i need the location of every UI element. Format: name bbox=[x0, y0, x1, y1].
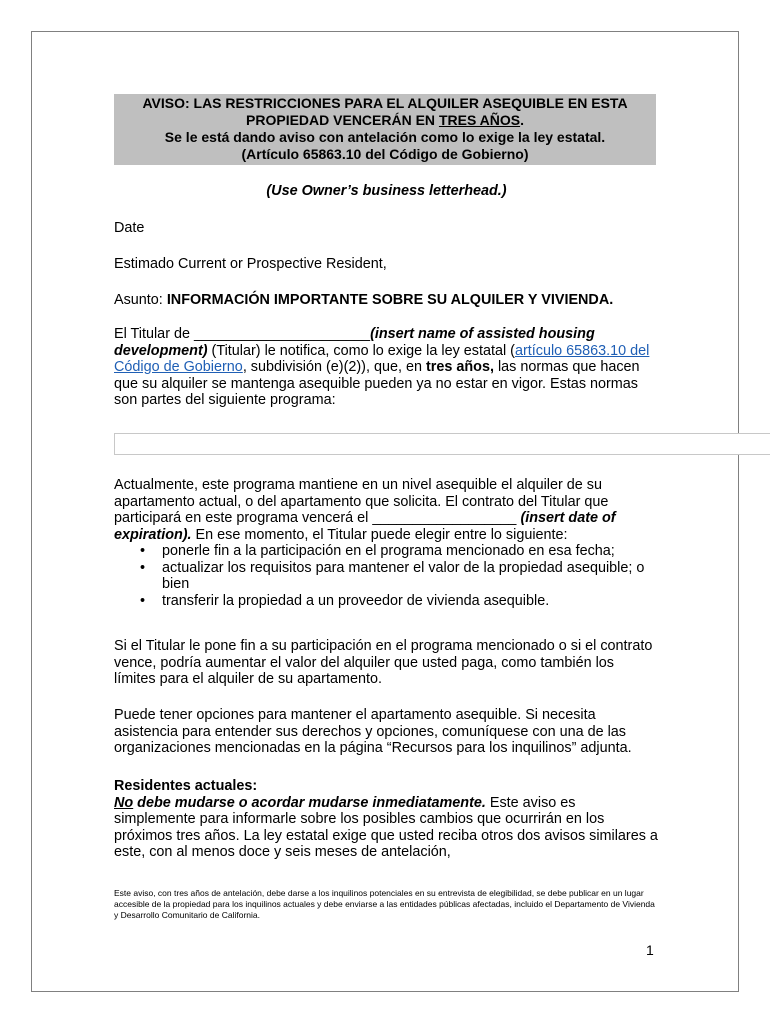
options-paragraph: Puede tener opciones para mantener el apartamento asequible. Si necesita asistencia para entender sus derechos y opciones, comuníquese con una de las organizaciones mencionadas en la página “Recursos para los inquilinos” adjunta. bbox=[114, 707, 632, 756]
document-page bbox=[31, 31, 739, 992]
notice-line-2 bbox=[114, 112, 656, 129]
list-item: • ponerle fin a la participación en el programa mencionado en esa fecha; bbox=[134, 543, 659, 560]
intro-bold-years: tres años, bbox=[425, 359, 494, 375]
subject-text: INFORMACIÓN IMPORTANTE SOBRE SU ALQUILER Y VIVIENDA. bbox=[166, 292, 614, 308]
notice-line-1: AVISO: LAS RESTRICCIONES PARA EL ALQUILER ASEQUIBLE EN ESTA bbox=[142, 95, 628, 111]
notice-line-2-text: PROPIEDAD VENCERÁN EN bbox=[246, 112, 439, 128]
subject-label: Asunto: bbox=[114, 292, 167, 308]
page-number: 1 bbox=[646, 942, 654, 958]
expiration-instruction: (insert date of expiration). bbox=[114, 510, 616, 543]
current-residents-heading: Residentes actuales: bbox=[114, 778, 258, 794]
intro-instruction: (insert name of assisted housing development) bbox=[114, 326, 595, 359]
salutation: Estimado Current or Prospective Resident, bbox=[114, 256, 387, 272]
program-name-field[interactable] bbox=[114, 433, 770, 455]
current-residents-text bbox=[114, 795, 659, 861]
subject-line bbox=[114, 292, 659, 309]
program-text-1: Actualmente, este programa mantiene en un nivel asequible el alquiler de su apartamento actual, o del apartamento que solicita. El contrato del Titular que participará en este programa vencerá el __________________ bbox=[114, 477, 609, 526]
intro-text-1: El Titular de ______________________ bbox=[114, 326, 371, 342]
program-text-2: En ese momento, el Titular puede elegir entre lo siguiente: bbox=[191, 526, 568, 543]
list-item: • transferir la propiedad a un proveedor de vivienda asequible. bbox=[134, 593, 659, 610]
current-residents-section bbox=[114, 778, 659, 861]
list-item: • actualizar los requisitos para mantener el valor de la propiedad asequible; o bien bbox=[134, 560, 659, 593]
date-label: Date bbox=[114, 220, 145, 236]
letterhead-instruction: (Use Owner’s business letterhead.) bbox=[266, 183, 507, 199]
rent-increase-paragraph: Si el Titular le pone fin a su participación en el programa mencionado o si el contrato vence, podría aumentar el valor del alquiler que usted paga, como también los límites para el alquiler de su apartamento. bbox=[114, 638, 653, 687]
residents-no: No bbox=[114, 794, 134, 811]
notice-tres-anos: TRES AÑOS bbox=[438, 112, 521, 128]
notice-line-3: Se le está dando aviso con antelación como lo exige la ley estatal. bbox=[164, 129, 606, 145]
program-paragraph bbox=[114, 477, 659, 609]
law-citation-link[interactable]: artículo 65863.10 del Código de Gobierno bbox=[114, 342, 650, 375]
intro-text-3: , subdivisión (e)(2)), que, en bbox=[242, 359, 426, 375]
residents-body: Este aviso es simplemente para informarle sobre los posibles cambios que ocurrirán en los próximos tres años. La ley estatal exige que usted reciba otros dos avisos similares a este, con al menos doce y seis meses de antelación, bbox=[114, 794, 658, 860]
intro-text-2: (Titular) le notifica, como lo exige la ley estatal ( bbox=[207, 342, 515, 359]
footnote: Este aviso, con tres años de antelación, debe darse a los inquilinos potenciales en su entrevista de elegibilidad, se debe publicar en un lugar accesible de la propiedad para los inquilinos actuales y debe enviarse a las entidades públicas afectadas, incluido el Departamento de Vivienda y Desarrollo Comunitario de California. bbox=[114, 888, 655, 920]
notice-banner bbox=[114, 94, 656, 165]
owner-options-list bbox=[114, 543, 659, 609]
notice-line-2-period: . bbox=[520, 112, 524, 128]
residents-emphasis: debe mudarse o acordar mudarse inmediatamente. bbox=[133, 794, 486, 811]
intro-text-4: las normas que hacen que su alquiler se mantenga asequible pueden ya no estar en vigor. Estas normas son partes del siguiente programa: bbox=[114, 359, 640, 408]
notice-line-4: (Artículo 65863.10 del Código de Gobierno) bbox=[241, 146, 529, 162]
intro-paragraph bbox=[114, 326, 659, 409]
